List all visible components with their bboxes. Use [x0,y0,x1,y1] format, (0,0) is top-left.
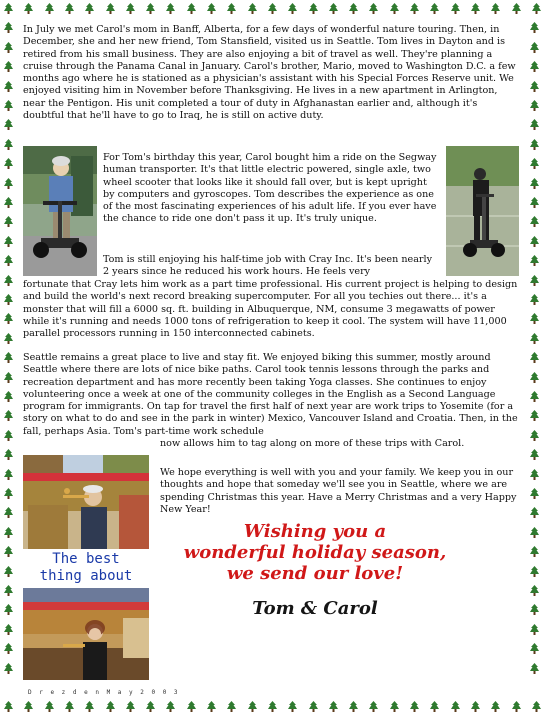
tree-icon [166,701,175,713]
tree-icon [530,449,539,461]
tree-icon [530,22,539,34]
tree-icon [4,42,13,54]
tree-icon [4,61,13,73]
tree-icon [4,275,13,287]
tree-icon [4,566,13,578]
tree-icon [451,3,460,15]
tree-icon [65,3,74,15]
tree-icon [4,527,13,539]
tree-icon [530,216,539,228]
tree-icon [530,624,539,636]
tree-icon [530,178,539,190]
paragraph-cray-intro: Tom is still enjoying his half-time job with Cray Inc. It's been nearly 2 years since he reduced his work hours. He feels very [103,254,432,278]
tree-icon [268,701,277,713]
tree-icon [369,3,378,15]
tree-icon [530,100,539,112]
caption-line-2: thing about [39,568,133,584]
tree-icon [187,701,196,713]
tree-icon [126,701,135,713]
holiday-greeting [170,521,460,584]
tree-icon [4,585,13,597]
tree-icon [410,701,419,713]
tree-icon [4,178,13,190]
tree-icon [4,236,13,248]
credit-line: D r e z d e n M a y 2 0 0 3 [28,689,180,696]
tree-icon [4,430,13,442]
tree-icon [4,624,13,636]
tree-icon [349,3,358,15]
tree-icon [329,701,338,713]
tree-icon [530,527,539,539]
paragraph-closing: We hope everything is well with you and your family. We keep you in our thoughts and hope that someday we'll see you in Seattle, where we are spending Christmas this year. Have a Merry Christmas and a very Happy New Year! [160,467,517,515]
tree-icon [4,216,13,228]
tree-icon [248,701,257,713]
tree-icon [288,701,297,713]
tree-icon [207,3,216,15]
paragraph-family-news: In July we met Carol's mom in Banff, Alberta, for a few days of wonderful nature touring. Then, in December, she and her new friend, Tom Stansfield, visited us in Seattle. Tom lives in Dayton and is retired from his small business. They are also enjoying a bit of travel as well. They're planning a cruise through the Panama Canal in January. Carol's brother, Mario, moved to Washington D.C. a few months ago where he is stationed as a physician's assistant with his Special Forces Reserve unit. We enjoyed visiting him in November before Thanksgiving. He lives in a new apartment in Arlington, near the Pentigon. His unit completed a tour of duty in Afghanastan earlier and, although it's doubtful that he'll have to go to Iraq, he is still on active duty. [23,24,516,122]
tree-icon [4,139,13,151]
tree-icon [530,139,539,151]
tree-icon [4,158,13,170]
tree-icon [4,410,13,422]
tree-icon [451,701,460,713]
tree-icon [106,701,115,713]
tree-icon [65,701,74,713]
tree-icon [4,507,13,519]
tree-icon [4,352,13,364]
photo-carol-segway [446,146,519,276]
tree-icon [369,701,378,713]
tree-icon [4,469,13,481]
tree-icon [512,701,521,713]
tree-icon [390,3,399,15]
tree-icon [530,585,539,597]
tree-icon [530,643,539,655]
tree-icon [4,604,13,616]
tree-icon [530,255,539,267]
photo-caption [23,551,149,587]
tree-icon [146,3,155,15]
tree-icon [530,469,539,481]
tree-icon [268,3,277,15]
tree-icon [309,3,318,15]
tree-icon [530,372,539,384]
tree-icon [45,3,54,15]
paragraph-seattle: Seattle remains a great place to live and stay fit. We enjoyed biking this summer, mostly around Seattle where there are lots of nice bike paths. Carol took tennis lessons through the parks and recreation department and has more recently been taking Yoga classes. She continues to enjoy volunteering once a week at one of the community colleges in the English as a Second Language program for immigrants. On tap for travel the first half of next year are work trips to Yosemite (for a story on what to do and see in the park in winter) Mexico, Vancouver Island and Croatia. Then, in the fall, perhaps Asia. Tom's part-time work schedule [23,352,518,437]
tree-icon [4,81,13,93]
tree-icon [4,488,13,500]
tree-icon [4,643,13,655]
tree-icon [530,61,539,73]
tree-icon [248,3,257,15]
paragraph-seattle-end: now allows him to tag along on more of these trips with Carol. [160,438,465,449]
tree-icon [4,313,13,325]
tree-icon [530,566,539,578]
tree-icon [45,701,54,713]
tree-icon [24,3,33,15]
tree-icon [4,449,13,461]
tree-icon [512,3,521,15]
tree-icon [288,3,297,15]
tree-icon [309,701,318,713]
signature: Tom & Carol [252,598,378,619]
tree-icon [530,294,539,306]
tree-icon [430,701,439,713]
tree-icon [4,663,13,675]
tree-icon [530,275,539,287]
paragraph-segway: For Tom's birthday this year, Carol bought him a ride on the Segway human transporter. It's that little electric powered, single axle, two wheel scooter that looks like it should fall over, but is kept upright by computers and gyroscopes. Tom describes the experience as one of the most fascinating experiences of his adult life. If you ever have the chance to ride one don't pass it up. It's truly unique. [103,152,437,225]
tree-icon [491,3,500,15]
tree-icon [530,119,539,131]
tree-icon [530,430,539,442]
tree-icon [532,3,541,15]
tree-icon [410,3,419,15]
tree-icon [530,313,539,325]
photo-carol-market [23,588,149,680]
tree-icon [187,3,196,15]
tree-icon [530,546,539,558]
tree-icon [4,3,13,15]
tree-icon [85,3,94,15]
tree-icon [349,701,358,713]
tree-icon [4,333,13,345]
greeting-line-3: we send our love! [226,563,404,584]
paragraph-cray: fortunate that Cray lets him work as a part time professional. His current project is helping to design and build the world's next record breaking supercomputer. For all you techies out there... it's a monster that will fill a 6000 sq. ft. building in Albuquerque, NM, consume 3 megawatts of power while it's running and needs 1000 tons of refrigeration to keep it cool. The system will have 11,000 parallel processors running in 150 interconnected cabinets. [23,279,518,340]
tree-icon [530,488,539,500]
tree-icon [4,100,13,112]
tree-icon [207,701,216,713]
tree-icon [530,410,539,422]
tree-icon [471,3,480,15]
tree-icon [530,81,539,93]
tree-icon [491,701,500,713]
tree-icon [227,3,236,15]
tree-icon [4,546,13,558]
tree-icon [530,663,539,675]
tree-icon [166,3,175,15]
tree-icon [4,294,13,306]
tree-icon [126,3,135,15]
tree-icon [530,197,539,209]
tree-icon [530,391,539,403]
tree-icon [530,333,539,345]
tree-icon [329,3,338,15]
tree-icon [146,701,155,713]
tree-icon [530,158,539,170]
tree-icon [4,119,13,131]
tree-icon [4,391,13,403]
caption-line-1: The best [52,551,120,567]
tree-icon [227,701,236,713]
tree-icon [532,701,541,713]
tree-icon [530,236,539,248]
tree-icon [390,701,399,713]
photo-tom-market [23,455,149,549]
photo-tom-segway [23,146,97,276]
tree-icon [4,197,13,209]
tree-icon [4,701,13,713]
tree-icon [530,42,539,54]
tree-icon [85,701,94,713]
greeting-line-1: Wishing you a [243,521,387,542]
tree-icon [430,3,439,15]
tree-icon [471,701,480,713]
tree-icon [530,604,539,616]
tree-icon [4,255,13,267]
tree-icon [530,507,539,519]
tree-icon [530,352,539,364]
tree-icon [106,3,115,15]
tree-icon [4,22,13,34]
tree-icon [24,701,33,713]
greeting-line-2: wonderful holiday season, [183,542,447,563]
tree-icon [4,372,13,384]
